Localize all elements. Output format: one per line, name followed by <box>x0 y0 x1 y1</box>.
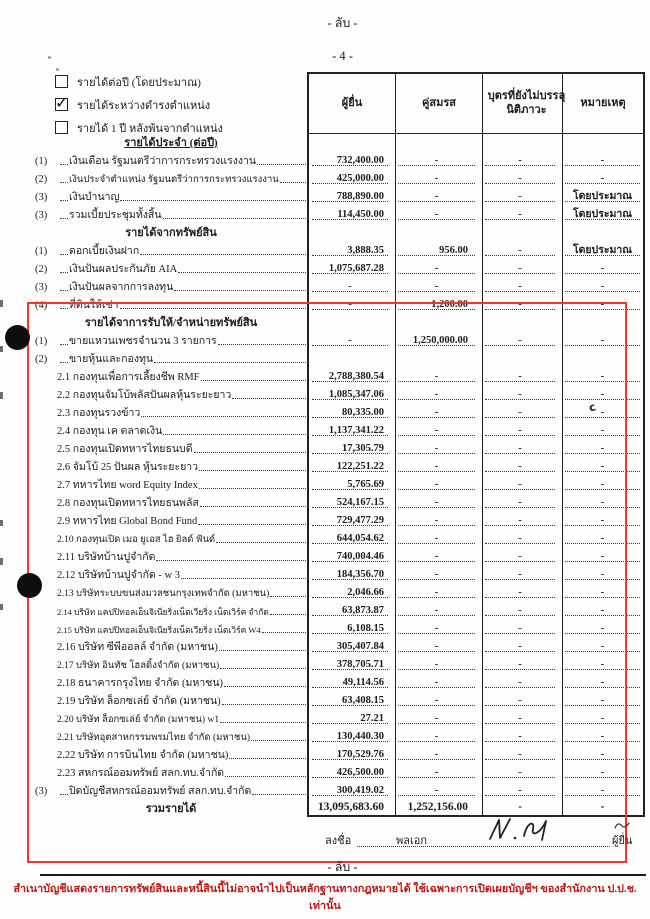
dotted-leader <box>60 182 68 183</box>
cell-value: - <box>600 658 605 670</box>
row-label <box>35 205 307 223</box>
cell-value: - <box>518 460 522 472</box>
cell-value: 130,440.30 <box>336 730 384 742</box>
cell-value: - <box>434 676 439 688</box>
checkbox-label: รายได้ 1 ปี หลังพ้นจากตำแหน่ง <box>77 122 223 135</box>
cell-value: - <box>600 550 605 562</box>
cell-value: - <box>600 604 605 616</box>
cell-value: - <box>518 712 522 724</box>
row-text: 2.23 สหกรณ์ออมทรัพย์ สลก.ทบ.จำกัด <box>57 767 225 779</box>
cell-value: - <box>600 424 605 436</box>
cell-value: 2,046.66 <box>347 586 384 598</box>
cell-value: - <box>600 568 605 580</box>
cell-value: - <box>518 730 522 742</box>
cell-value: - <box>600 478 605 490</box>
cell-value: - <box>434 406 439 418</box>
cell-value: - <box>600 298 605 310</box>
cell-children <box>480 277 560 295</box>
row-text: 2.3 กองทุนรวงข้าว <box>57 407 141 419</box>
table-row <box>35 241 645 259</box>
cell-value: - <box>518 640 522 652</box>
row-text: 2.13 บริษัทระบบขนส่งมวลชนกรุงเทพจำกัด (มหาชน) <box>57 589 270 600</box>
cell-value: 305,407.84 <box>336 640 384 652</box>
cell-value: - <box>518 370 522 382</box>
cell-value: - <box>518 748 522 760</box>
dotted-leader <box>60 290 68 291</box>
cell-value: - <box>518 784 522 796</box>
cell-value: - <box>518 298 522 310</box>
cell-value: 114,450.00 <box>337 208 384 220</box>
cell-value: - <box>434 424 439 436</box>
cell-value: - <box>518 568 522 580</box>
scan-edge-mark <box>0 346 3 352</box>
cell-value: - <box>434 622 439 634</box>
cell-value: - <box>518 172 522 184</box>
cell-children <box>480 151 560 169</box>
cell-value: 1,200.00 <box>431 298 468 310</box>
cell-value: 6,108.15 <box>347 622 384 634</box>
cell-value: - <box>518 424 522 436</box>
cell-declarant <box>307 205 393 223</box>
cell-value: - <box>518 694 522 706</box>
cell-value: - <box>434 496 439 508</box>
confidential-label-top: - ลับ - <box>327 16 358 30</box>
cell-value: 524,167.15 <box>336 496 384 508</box>
table-row <box>35 151 645 169</box>
cell-declarant <box>307 277 393 295</box>
cell-value: 170,529.76 <box>336 748 384 760</box>
cell-value: - <box>434 154 439 166</box>
income-type-checkboxes <box>55 70 295 139</box>
row-label <box>35 223 307 241</box>
cell-value: - <box>434 262 439 274</box>
cell-value: - <box>600 154 605 166</box>
cell-value: - <box>434 388 439 400</box>
table-row <box>35 133 645 151</box>
cell-value: - <box>600 496 605 508</box>
table-row <box>35 259 645 277</box>
footer-disclaimer: สำเนาบัญชีแสดงรายการทรัพย์สินและหนี้สินนี้ไม่อาจนำไปเป็นหลักฐานทางกฎหมายได้ ใช้เฉพาะการเปิดเผยบัญชีฯ ของสำนักงาน ป.ป.ช. เท่านั้น <box>13 883 637 912</box>
dotted-leader <box>178 272 306 273</box>
row-text: 2.1 กองทุนเพื่อการเลี้ยงชีพ RMF <box>57 371 200 383</box>
cell-value: - <box>434 478 439 490</box>
scan-edge-mark <box>0 604 3 610</box>
row-number: (3) <box>35 192 48 204</box>
scan-edge-mark <box>0 300 3 307</box>
row-text: 2.17 บริษัท อินทัช โฮลดิ้งจำกัด (มหาชน) <box>57 661 220 672</box>
table-row <box>35 223 645 241</box>
signature-prefix: ลงชื่อ <box>325 835 352 847</box>
cell-value: 426,500.00 <box>336 766 384 778</box>
cell-value: - <box>434 460 439 472</box>
cell-value: - <box>518 658 522 670</box>
row-text: ที่ดินให้เช่า <box>69 299 119 311</box>
cell-value: - <box>434 784 439 796</box>
cell-value: โดยประมาณ <box>572 244 633 256</box>
row-number: (1) <box>35 336 48 348</box>
cell-declarant <box>307 151 393 169</box>
cell-value: - <box>518 586 522 598</box>
cell-value: - <box>518 801 522 814</box>
checkbox-label: รายได้ต่อปี (โดยประมาณ) <box>77 76 201 89</box>
cell-value: - <box>434 730 439 742</box>
row-text: 2.16 บริษัท ซีพีออลล์ จำกัด (มหาชน) <box>57 641 218 653</box>
pencil-mark: c <box>586 400 597 415</box>
cell-remark <box>560 277 645 295</box>
cell-children <box>480 259 560 277</box>
cell-value: 1,085,347.06 <box>328 388 384 400</box>
cell-value: - <box>518 622 522 634</box>
cell-value: - <box>600 712 605 724</box>
cell-value: - <box>600 262 605 274</box>
dotted-leader <box>163 218 307 219</box>
cell-value: 3,888.35 <box>347 244 384 256</box>
check-mark-icon: ✓ <box>55 93 69 112</box>
row-number: (3) <box>35 210 48 222</box>
cell-value: 378,705.71 <box>336 658 384 670</box>
row-text: ขายแหวนเพชรจำนวน 3 รายการ <box>69 335 217 347</box>
cell-value: - <box>600 676 605 688</box>
cell-value: - <box>434 208 439 220</box>
cell-spouse <box>393 169 480 187</box>
dotted-leader <box>60 218 68 219</box>
cell-value: - <box>348 280 352 292</box>
cell-value: - <box>518 244 522 256</box>
cell-value: - <box>600 334 605 346</box>
cell-value: - <box>600 640 605 652</box>
table-row <box>35 169 645 187</box>
cell-value: - <box>434 550 439 562</box>
row-text: 2.18 ธนาคารกรุงไทย จำกัด (มหาชน) <box>57 677 224 689</box>
cell-value: - <box>600 460 605 472</box>
row-text: 2.8 กองทุนเปิดทหารไทยธนพลัส <box>57 497 199 509</box>
cell-value: - <box>434 748 439 760</box>
cell-value: - <box>600 784 605 796</box>
cell-children <box>480 133 560 151</box>
row-label <box>35 241 307 259</box>
cell-declarant <box>307 241 393 259</box>
cell-value: - <box>434 766 439 778</box>
cell-value: - <box>518 478 522 490</box>
row-text: ปิดบัญชีสหกรณ์ออมทรัพย์ สลก.ทบ.จำกัด <box>69 785 252 797</box>
signature-suffix: ผู้ยื่น <box>612 835 633 847</box>
cell-value: - <box>518 262 522 274</box>
cell-value: - <box>434 532 439 544</box>
cell-spouse <box>393 151 480 169</box>
cell-remark <box>560 223 645 241</box>
section-title: รวมรายได้ <box>145 803 197 815</box>
cell-value: - <box>434 172 439 184</box>
row-text: 2.22 บริษัท การบินไทย จำกัด (มหาชน) <box>57 749 229 761</box>
dotted-leader <box>60 272 68 273</box>
cell-value: - <box>600 172 605 184</box>
cell-value: 644,054.62 <box>336 532 384 544</box>
cell-value: โดยประมาณ <box>572 208 633 220</box>
pencil-speck <box>48 56 51 59</box>
row-text: ขายหุ้นและกองทุน <box>69 353 154 365</box>
cell-value: - <box>434 442 439 454</box>
cell-value: 49,114.56 <box>342 676 384 688</box>
checkbox-checked <box>55 93 69 112</box>
cell-value: 1,250,000.00 <box>412 334 468 346</box>
cell-value: - <box>518 406 522 418</box>
cell-declarant <box>307 223 393 241</box>
cell-value: 1,137,341.22 <box>328 424 384 436</box>
cell-spouse <box>393 223 480 241</box>
row-text: 2.6 จัมโบ้ 25 ปันผล หุ้นระยะยาว <box>57 461 199 473</box>
cell-remark <box>560 241 645 259</box>
row-text: 2.20 บริษัท ล็อกซเล่ย์ จำกัด (มหาชน) w1 <box>57 715 220 726</box>
cell-remark <box>560 205 645 223</box>
row-label <box>35 169 307 187</box>
row-number: (3) <box>35 786 48 798</box>
row-text: 2.12 บริษัทบ้านปูจำกัด - w 3 <box>57 569 180 581</box>
cell-value: - <box>518 514 522 526</box>
cell-value: 1,252,156.00 <box>407 801 468 814</box>
cell-value: - <box>600 280 605 292</box>
redaction-dot <box>5 325 30 350</box>
cell-value: - <box>434 694 439 706</box>
cell-value: - <box>518 190 522 202</box>
cell-spouse <box>393 241 480 259</box>
dotted-leader <box>257 164 306 165</box>
section-title: รายได้ประจำ (ต่อปี) <box>124 137 218 149</box>
row-text: ดอกเบี้ยเงินฝาก <box>69 245 140 257</box>
cell-value: - <box>600 766 605 778</box>
table-row <box>35 205 645 223</box>
cell-children <box>480 187 560 205</box>
row-number: (2) <box>35 264 48 276</box>
row-text: เงินเดือน รัฐมนตรีว่าการกระทรวงแรงงาน <box>69 155 257 167</box>
cell-value: โดยประมาณ <box>572 190 633 202</box>
cell-value: - <box>600 730 605 742</box>
cell-value: - <box>600 748 605 760</box>
row-text: 2.5 กองทุนเปิดทหารไทยธนบดี <box>57 443 193 455</box>
cell-value: 2,788,380.54 <box>328 370 384 382</box>
row-text: 2.21 บริษัทอุตสาหกรรมพรมไทย จำกัด (มหาชน) <box>57 733 251 744</box>
dotted-leader <box>174 290 306 291</box>
cell-remark <box>560 259 645 277</box>
cell-declarant <box>307 259 393 277</box>
cell-value: - <box>518 388 522 400</box>
red-highlight-box <box>27 298 627 863</box>
row-number: (3) <box>35 282 48 294</box>
row-number: (1) <box>35 156 48 168</box>
row-label <box>35 133 307 151</box>
cell-value: 5,765.69 <box>347 478 384 490</box>
dotted-leader <box>60 254 68 255</box>
cell-value: - <box>434 280 439 292</box>
cell-value: - <box>518 280 522 292</box>
column-header-spouse: คู่สมรส <box>422 96 456 109</box>
cell-value: - <box>434 604 439 616</box>
row-text: เงินบำนาญ <box>69 191 120 203</box>
cell-spouse <box>393 133 480 151</box>
row-label <box>35 259 307 277</box>
cell-value: - <box>518 442 522 454</box>
cell-value: 17,305.79 <box>342 442 384 454</box>
cell-children <box>480 241 560 259</box>
cell-value: - <box>600 388 605 400</box>
cell-value: - <box>518 550 522 562</box>
dotted-leader <box>120 200 306 201</box>
cell-children <box>480 205 560 223</box>
row-text: รวมเบี้ยประชุมทั้งสิ้น <box>69 209 162 221</box>
row-text: 2.7 ทหารไทย word Equity Index <box>57 479 198 491</box>
row-text: 2.4 กองทุน เค ตลาดเงิน <box>57 425 163 437</box>
cell-value: 13,095,683.60 <box>317 801 384 814</box>
cell-value: - <box>518 208 522 220</box>
cell-value: - <box>434 568 439 580</box>
dotted-leader <box>60 200 68 201</box>
cell-remark <box>560 133 645 151</box>
dotted-leader <box>280 182 306 183</box>
cell-value: - <box>434 658 439 670</box>
cell-value: - <box>434 370 439 382</box>
dotted-leader <box>60 164 68 165</box>
cell-remark <box>560 169 645 187</box>
cell-value: 740,004.46 <box>336 550 384 562</box>
section-title: รายได้จาการรับให้/จำหน่ายทรัพย์สิน <box>84 317 258 329</box>
cell-value: - <box>434 586 439 598</box>
row-text: เงินปันผลประกันภัย AIA <box>69 263 178 275</box>
cell-value: - <box>600 442 605 454</box>
cell-value: - <box>434 640 439 652</box>
cell-value: 80,335.00 <box>342 406 384 418</box>
column-header-minor-children: บุตรที่ยังไม่บรรลุนิติภาวะ <box>487 89 566 116</box>
cell-value: 956.00 <box>439 244 468 256</box>
handwritten-signature <box>484 812 564 848</box>
row-text: 2.11 บริษัทบ้านปูจำกัด <box>57 551 156 563</box>
cell-value: - <box>434 712 439 724</box>
row-number: (4) <box>35 300 48 312</box>
redaction-dot <box>17 573 42 598</box>
cell-value: 1,075,687.28 <box>328 262 384 274</box>
cell-children <box>480 169 560 187</box>
row-text: 2.10 กองทุนเปิด เมอ ยูเอส ไฮ ยิลด์ ฟันด์ <box>57 535 216 546</box>
cell-remark <box>560 151 645 169</box>
row-number: (1) <box>35 246 48 258</box>
row-number: (2) <box>35 174 48 186</box>
cell-value: 63,408.15 <box>342 694 384 706</box>
row-label <box>35 277 307 295</box>
cell-value: 122,251.22 <box>336 460 384 472</box>
table-row <box>35 277 645 295</box>
cell-value: - <box>518 676 522 688</box>
row-label <box>35 151 307 169</box>
row-text: เงินประจำตำแหน่ง รัฐมนตรีว่าการกระทรวงแรงงาน <box>69 175 279 186</box>
cell-value: - <box>600 370 605 382</box>
cell-value: 729,477.29 <box>336 514 384 526</box>
cell-value: - <box>518 496 522 508</box>
cell-value: - <box>600 532 605 544</box>
cell-value: 425,000.00 <box>336 172 384 184</box>
handwritten-tick <box>613 820 631 830</box>
scan-edge-mark <box>0 558 3 565</box>
row-text: 2.2 กองทุนจัมโบ้พลัสปันผลหุ้นระยะยาว <box>57 389 232 401</box>
checkbox-label: รายได้ระหว่างดำรงตำแหน่ง <box>77 99 211 112</box>
checkbox-row <box>55 70 295 93</box>
row-text: 2.15 บริษัท แคปปิทอลเอ็นจิเนียริ่งเน็ตเวียริ่ง เน็ตเวิร์ค W4 <box>57 625 261 636</box>
cell-value: - <box>348 334 352 346</box>
cell-value: - <box>600 586 605 598</box>
cell-value: - <box>518 532 522 544</box>
cell-value: - <box>518 766 522 778</box>
cell-spouse <box>393 277 480 295</box>
checkbox-row <box>55 93 295 116</box>
column-header-declarant: ผู้ยื่น <box>341 96 363 109</box>
cell-spouse <box>393 205 480 223</box>
cell-value: - <box>518 604 522 616</box>
confidential-label-bottom: - ลับ - <box>327 860 358 874</box>
row-label <box>35 187 307 205</box>
cell-value: - <box>600 406 605 418</box>
row-text: 2.19 บริษัท ล็อกซเล่ย์ จำกัด (มหาชน) <box>57 695 221 707</box>
scan-edge-mark <box>0 392 3 399</box>
cell-value: - <box>600 694 605 706</box>
cell-value: - <box>518 334 522 346</box>
page-number: - 4 - <box>332 49 353 63</box>
cell-value: 300,419.02 <box>336 784 384 796</box>
cell-children <box>480 223 560 241</box>
cell-value: - <box>600 514 605 526</box>
table-row <box>35 187 645 205</box>
cell-value: 27.21 <box>360 712 384 724</box>
checkbox-unchecked <box>55 75 68 88</box>
row-number: (2) <box>35 354 48 366</box>
row-text: 2.14 บริษัท แคปปิทอลเอ็นจิเนียริ่งเน็ตเวียริ่ง เน็ตเวิร์ค จำกัด <box>57 607 269 618</box>
cell-value: - <box>600 622 605 634</box>
cell-value: - <box>434 514 439 526</box>
cell-value: 788,890.00 <box>336 190 384 202</box>
section-title: รายได้จากทรัพย์สิน <box>125 227 217 239</box>
scan-edge-mark <box>0 520 3 526</box>
cell-value: - <box>348 298 352 310</box>
column-header-remarks: หมายเหตุ <box>580 96 626 109</box>
cell-value: 184,356.70 <box>336 568 384 580</box>
cell-value: 63,873.87 <box>342 604 384 616</box>
cell-value: 732,400.00 <box>336 154 384 166</box>
cell-declarant <box>307 187 393 205</box>
cell-value: - <box>434 190 439 202</box>
dotted-leader <box>140 254 306 255</box>
signature-rank: พลเอก <box>396 835 428 847</box>
cell-remark <box>560 187 645 205</box>
row-text: เงินปันผลจากการลงทุน <box>69 281 174 293</box>
cell-spouse <box>393 187 480 205</box>
row-text: 2.9 ทหารไทย Global Bond Fund <box>57 515 198 527</box>
cell-value: - <box>518 154 522 166</box>
cell-spouse <box>393 259 480 277</box>
cell-declarant <box>307 169 393 187</box>
cell-value: - <box>600 801 605 814</box>
cell-declarant <box>307 133 393 151</box>
